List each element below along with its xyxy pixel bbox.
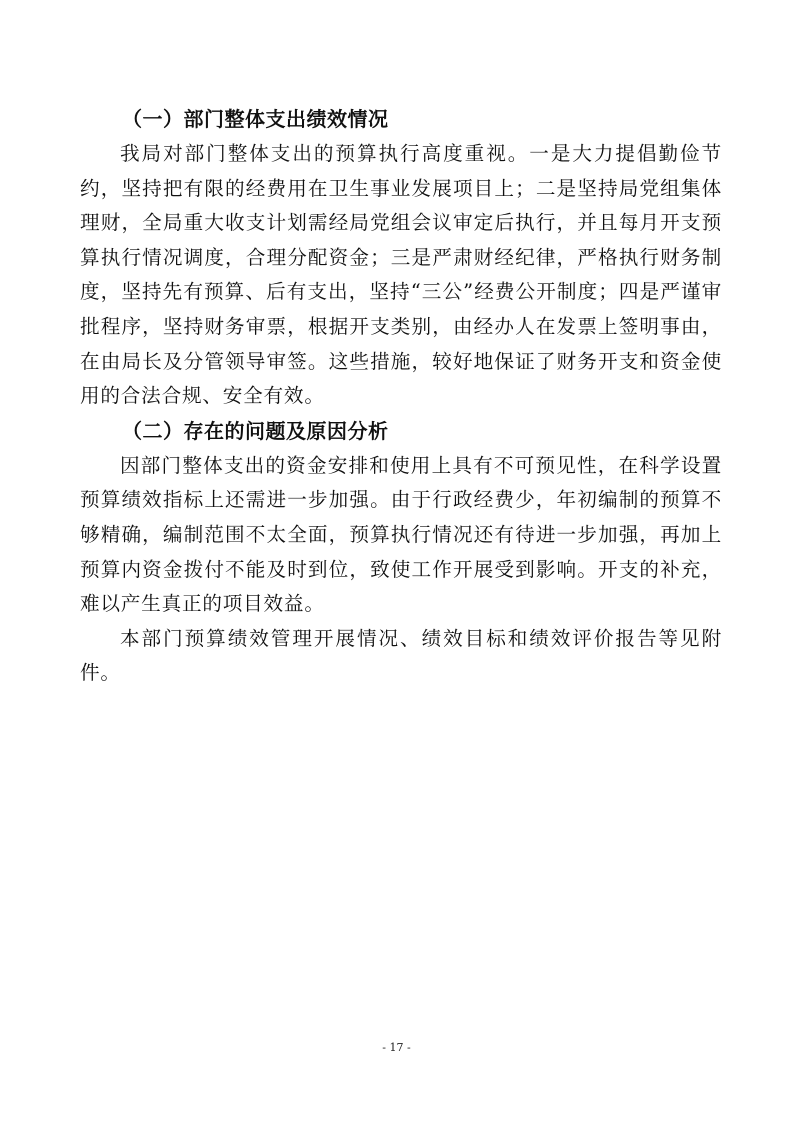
section-heading-1: （一）部门整体支出绩效情况 [122, 107, 389, 131]
section-2-paragraph-1: 因部门整体支出的资金安排和使用上具有不可预见性，在科学设置预算绩效指标上还需进一步加强。由于行政经费少，年初编制的预算不够精确，编制范围不太全面，预算执行情况还有待进一步加强，再加上预算内资金拨付不能及时到位，致使工作开展受到影响。开支的补充，难以产生真正的项目效益。 [80, 453, 722, 616]
page-number: - 17 - [382, 1041, 411, 1054]
section-2-paragraph-2: 本部门预算绩效管理开展情况、绩效目标和绩效评价报告等见附件。 [80, 626, 722, 685]
section-heading-2: （二）存在的问题及原因分析 [122, 418, 389, 443]
section-1-paragraph-1: 我局对部门整体支出的预算执行高度重视。一是大力提倡勤俭节约，坚持把有限的经费用在卫生事业发展项目上；二是坚持局党组集体理财，全局重大收支计划需经局党组会议审定后执行，并且每月开支预算执行情况调度，合理分配资金；三是严肃财经纪律，严格执行财务制度，坚持先有预算、后有支出，坚持“三公”经费公开制度；四是严谨审批程序，坚持财务审票，根据开支类别，由经办人在发票上签明事由，在由局长及分管领导审签。这些措施，较好地保证了财务开支和资金使用的合法合规、安全有效。 [80, 142, 722, 408]
document-body [80, 102, 722, 691]
